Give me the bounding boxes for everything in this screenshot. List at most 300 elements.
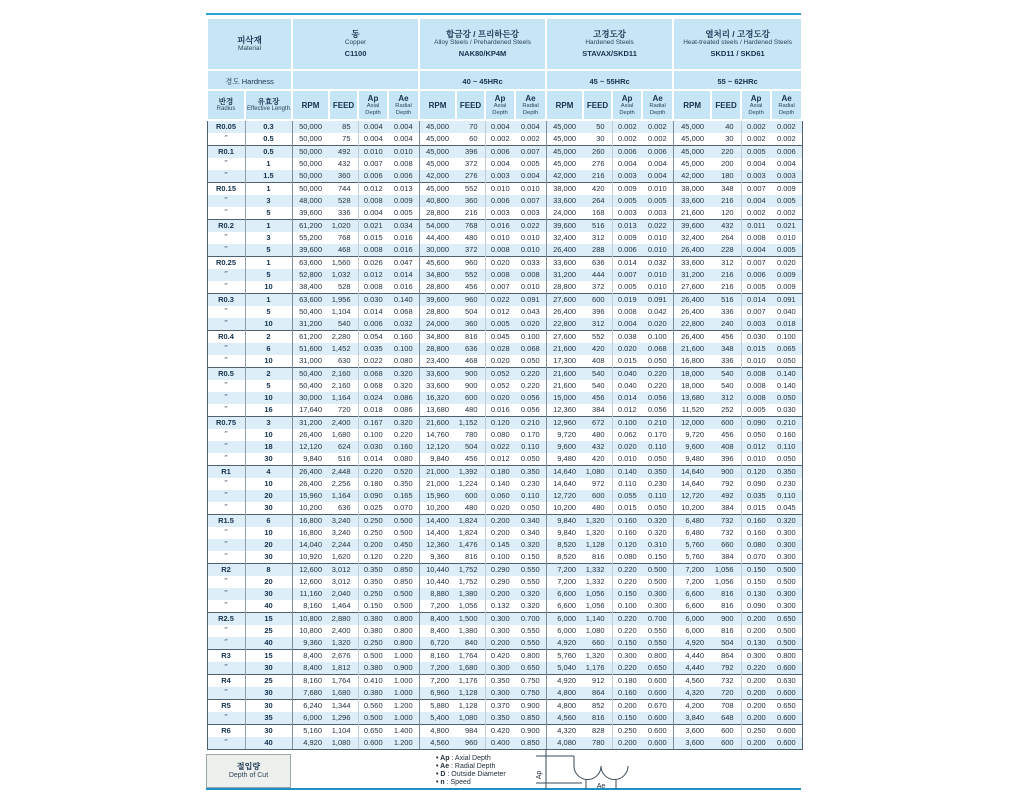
ap-cell: 0.220 bbox=[612, 625, 642, 637]
ap-cell: 0.006 bbox=[612, 244, 642, 257]
ap-cell: 0.004 bbox=[741, 158, 771, 170]
rpm-cell: 9,840 bbox=[292, 453, 329, 466]
ae-cell: 0.040 bbox=[771, 306, 802, 318]
table-row bbox=[207, 257, 802, 270]
ap-cell: 0.100 bbox=[358, 429, 388, 441]
ae-cell: 0.006 bbox=[388, 170, 419, 183]
rpm-cell: 50,000 bbox=[292, 183, 329, 196]
feed-cell: 1,380 bbox=[456, 625, 485, 637]
feed-cell: 372 bbox=[456, 244, 485, 257]
rpm-cell: 13,680 bbox=[419, 404, 456, 417]
ap-cell: 0.150 bbox=[741, 564, 771, 577]
ap-cell: 0.200 bbox=[358, 539, 388, 551]
feed-cell: 216 bbox=[711, 195, 741, 207]
feed-cell: 816 bbox=[583, 712, 612, 725]
ap-cell: 0.090 bbox=[741, 478, 771, 490]
rpm-cell: 39,600 bbox=[292, 244, 329, 257]
ap-cell: 0.012 bbox=[358, 183, 388, 196]
ae-cell: 0.550 bbox=[515, 637, 546, 650]
table-row bbox=[207, 453, 802, 466]
feed-cell: 504 bbox=[456, 306, 485, 318]
rpm-cell: 33,600 bbox=[673, 195, 711, 207]
rpm-cell: 45,000 bbox=[419, 183, 456, 196]
rpm-cell: 9,720 bbox=[673, 429, 711, 441]
length-cell: 30 bbox=[245, 588, 292, 600]
feed-cell: 120 bbox=[711, 207, 741, 220]
ae-cell: 0.020 bbox=[642, 318, 673, 331]
ap-cell: 0.012 bbox=[485, 453, 515, 466]
table-row bbox=[207, 220, 802, 233]
ap-cell: 0.004 bbox=[741, 195, 771, 207]
feed-cell: 372 bbox=[456, 158, 485, 170]
feed-cell: 1,500 bbox=[456, 613, 485, 626]
radius-cell: ˝ bbox=[207, 404, 245, 417]
length-cell: 40 bbox=[245, 737, 292, 750]
ap-col-header: Ap Axial Depth bbox=[358, 90, 388, 120]
rpm-cell: 38,000 bbox=[546, 183, 583, 196]
length-cell: 5 bbox=[245, 306, 292, 318]
feed-cell: 504 bbox=[711, 637, 741, 650]
ae-cell: 0.600 bbox=[771, 712, 802, 725]
ae-cell: 0.004 bbox=[388, 120, 419, 133]
feed-cell: 912 bbox=[583, 675, 612, 688]
feed-cell: 75 bbox=[329, 133, 358, 146]
rpm-cell: 4,320 bbox=[673, 687, 711, 700]
ae-cell: 0.100 bbox=[515, 331, 546, 344]
feed-cell: 40 bbox=[711, 120, 741, 133]
feed-cell: 2,040 bbox=[329, 588, 358, 600]
table-row bbox=[207, 120, 802, 133]
rpm-cell: 45,000 bbox=[419, 158, 456, 170]
ae-cell: 0.050 bbox=[515, 453, 546, 466]
length-cell: 10 bbox=[245, 318, 292, 331]
table-row bbox=[207, 539, 802, 551]
rpm-cell: 5,160 bbox=[292, 725, 329, 738]
table-row bbox=[207, 725, 802, 738]
ap-cell: 0.420 bbox=[485, 650, 515, 663]
rpm-cell: 4,920 bbox=[673, 637, 711, 650]
ap-cell: 0.005 bbox=[741, 146, 771, 159]
ae-cell: 0.068 bbox=[388, 306, 419, 318]
ap-cell: 0.200 bbox=[741, 712, 771, 725]
rpm-cell: 16,800 bbox=[673, 355, 711, 368]
feed-cell: 396 bbox=[456, 146, 485, 159]
table-row bbox=[207, 244, 802, 257]
ap-cell: 0.016 bbox=[485, 404, 515, 417]
ae-cell: 0.050 bbox=[642, 355, 673, 368]
ap-cell: 0.008 bbox=[358, 244, 388, 257]
feed-cell: 360 bbox=[456, 195, 485, 207]
rpm-cell: 5,760 bbox=[673, 551, 711, 564]
feed-cell: 312 bbox=[711, 257, 741, 270]
radius-cell: R1 bbox=[207, 466, 245, 479]
radius-cell: R0.15 bbox=[207, 183, 245, 196]
feed-cell: 540 bbox=[711, 380, 741, 392]
radius-cell: ˝ bbox=[207, 551, 245, 564]
ap-cell: 0.350 bbox=[358, 564, 388, 577]
rpm-cell: 12,720 bbox=[546, 490, 583, 502]
table-row bbox=[207, 380, 802, 392]
ap-cell: 0.250 bbox=[741, 725, 771, 738]
feed-cell: 220 bbox=[711, 146, 741, 159]
rpm-cell: 10,920 bbox=[292, 551, 329, 564]
legend-list bbox=[436, 755, 506, 788]
ap-cell: 0.400 bbox=[485, 737, 515, 750]
ap-cell: 0.022 bbox=[485, 441, 515, 453]
feed-cell: 1,056 bbox=[711, 564, 741, 577]
rpm-cell: 17,300 bbox=[546, 355, 583, 368]
ap-cell: 0.650 bbox=[358, 725, 388, 738]
rpm-cell: 26,400 bbox=[546, 306, 583, 318]
feed-cell: 972 bbox=[583, 478, 612, 490]
ap-cell: 0.350 bbox=[485, 675, 515, 688]
feed-cell: 1,056 bbox=[583, 600, 612, 613]
rpm-cell: 8,400 bbox=[419, 613, 456, 626]
rpm-cell: 24,000 bbox=[419, 318, 456, 331]
feed-cell: 360 bbox=[456, 318, 485, 331]
ap-cell: 0.200 bbox=[485, 527, 515, 539]
ae-cell: 0.350 bbox=[515, 466, 546, 479]
rpm-cell: 7,200 bbox=[419, 600, 456, 613]
ae-cell: 0.110 bbox=[642, 490, 673, 502]
rpm-cell: 4,920 bbox=[546, 675, 583, 688]
ap-cell: 0.380 bbox=[358, 625, 388, 637]
ap-cell: 0.024 bbox=[358, 392, 388, 404]
table-row bbox=[207, 207, 802, 220]
rpm-cell: 33,600 bbox=[419, 380, 456, 392]
feed-cell: 492 bbox=[711, 490, 741, 502]
ae-cell: 0.800 bbox=[388, 625, 419, 637]
length-cell: 10 bbox=[245, 429, 292, 441]
rpm-cell: 12,000 bbox=[673, 417, 711, 430]
rpm-cell: 45,000 bbox=[419, 133, 456, 146]
ae-cell: 0.056 bbox=[642, 392, 673, 404]
feed-cell: 552 bbox=[456, 269, 485, 281]
hardness-alloy-cell: 40 ~ 45HRc bbox=[419, 70, 546, 90]
feed-cell: 732 bbox=[711, 675, 741, 688]
feed-cell: 528 bbox=[329, 281, 358, 294]
feed-cell: 1,128 bbox=[456, 687, 485, 700]
ae-cell: 0.002 bbox=[642, 120, 673, 133]
ap-cell: 0.130 bbox=[741, 588, 771, 600]
ap-cell: 0.010 bbox=[741, 355, 771, 368]
ae-cell: 0.003 bbox=[771, 170, 802, 183]
feed-cell: 1,176 bbox=[583, 662, 612, 675]
ae-cell: 0.034 bbox=[388, 220, 419, 233]
ae-cell: 0.110 bbox=[771, 490, 802, 502]
ap-cell: 0.020 bbox=[485, 355, 515, 368]
rpm-cell: 9,600 bbox=[673, 441, 711, 453]
table-row bbox=[207, 306, 802, 318]
ae-cell: 0.800 bbox=[771, 650, 802, 663]
legend-item: • Ae : Radial Depth bbox=[436, 762, 496, 770]
length-cell: 30 bbox=[245, 453, 292, 466]
ap-cell: 0.080 bbox=[485, 429, 515, 441]
ae-cell: 0.210 bbox=[515, 417, 546, 430]
radius-cell: ˝ bbox=[207, 527, 245, 539]
feed-cell: 672 bbox=[583, 417, 612, 430]
ae-cell: 0.080 bbox=[388, 355, 419, 368]
ap-cell: 0.120 bbox=[612, 539, 642, 551]
ae-cell: 0.230 bbox=[515, 478, 546, 490]
ae-cell: 0.500 bbox=[388, 588, 419, 600]
rpm-col-header: RPM bbox=[292, 90, 329, 120]
feed-cell: 480 bbox=[456, 502, 485, 515]
feed-cell: 516 bbox=[329, 453, 358, 466]
ap-cell: 0.021 bbox=[358, 220, 388, 233]
material-hardened-cell: 고경도강 Hardened Steels STAVAX/SKD11 bbox=[546, 18, 673, 70]
ap-cell: 0.015 bbox=[741, 343, 771, 355]
rpm-cell: 6,720 bbox=[419, 637, 456, 650]
table-row bbox=[207, 355, 802, 368]
ae-cell: 0.230 bbox=[771, 478, 802, 490]
ae-cell: 0.004 bbox=[515, 120, 546, 133]
ae-cell: 0.042 bbox=[642, 306, 673, 318]
ae-cell: 0.043 bbox=[515, 306, 546, 318]
length-cell: 0.5 bbox=[245, 146, 292, 159]
rpm-cell: 8,880 bbox=[419, 588, 456, 600]
length-cell: 1 bbox=[245, 220, 292, 233]
ap-cell: 0.300 bbox=[485, 625, 515, 637]
rpm-cell: 7,200 bbox=[419, 662, 456, 675]
rpm-cell: 14,640 bbox=[673, 478, 711, 490]
ae-cell: 0.003 bbox=[515, 207, 546, 220]
radius-cell: ˝ bbox=[207, 687, 245, 700]
rpm-cell: 4,800 bbox=[419, 725, 456, 738]
ae-cell: 0.850 bbox=[515, 737, 546, 750]
feed-cell: 1,056 bbox=[456, 600, 485, 613]
ae-cell: 0.050 bbox=[642, 502, 673, 515]
feed-cell: 2,160 bbox=[329, 380, 358, 392]
rpm-cell: 5,760 bbox=[546, 650, 583, 663]
ae-cell: 0.021 bbox=[771, 220, 802, 233]
ae-cell: 0.300 bbox=[642, 588, 673, 600]
depth-of-cut-diagram bbox=[524, 749, 664, 794]
ap-cell: 0.004 bbox=[485, 158, 515, 170]
ae-cell: 0.110 bbox=[642, 441, 673, 453]
rpm-cell: 4,800 bbox=[546, 700, 583, 713]
ae-cell: 0.007 bbox=[515, 195, 546, 207]
ae-cell: 0.700 bbox=[515, 613, 546, 626]
length-cell: 30 bbox=[245, 700, 292, 713]
ae-cell: 0.600 bbox=[642, 687, 673, 700]
ap-cell: 0.006 bbox=[485, 195, 515, 207]
length-cell: 1.5 bbox=[245, 170, 292, 183]
ap-cell: 0.006 bbox=[358, 170, 388, 183]
feed-cell: 900 bbox=[711, 613, 741, 626]
table-row bbox=[207, 429, 802, 441]
rpm-cell: 21,600 bbox=[419, 417, 456, 430]
ap-cell: 0.005 bbox=[741, 281, 771, 294]
ae-cell: 0.091 bbox=[642, 294, 673, 307]
feed-cell: 1,332 bbox=[583, 564, 612, 577]
ae-cell: 0.110 bbox=[515, 441, 546, 453]
ae-cell: 0.018 bbox=[771, 318, 802, 331]
rpm-cell: 4,560 bbox=[419, 737, 456, 750]
ae-cell: 0.500 bbox=[771, 637, 802, 650]
material-alloy-cell: 합금강 / 프리하든강 Alloy Steels / Prehardened Steels NAK80/KP4M bbox=[419, 18, 546, 70]
rpm-cell: 31,000 bbox=[292, 355, 329, 368]
table-row bbox=[207, 133, 802, 146]
ap-cell: 0.300 bbox=[741, 650, 771, 663]
table-row bbox=[207, 478, 802, 490]
ae-cell: 0.900 bbox=[515, 725, 546, 738]
ae-cell: 0.160 bbox=[771, 429, 802, 441]
ae-cell: 0.520 bbox=[388, 466, 419, 479]
rpm-cell: 3,600 bbox=[673, 737, 711, 750]
ae-cell: 0.650 bbox=[642, 662, 673, 675]
rpm-cell: 12,120 bbox=[292, 441, 329, 453]
rpm-cell: 31,200 bbox=[546, 269, 583, 281]
ap-cell: 0.200 bbox=[741, 687, 771, 700]
rpm-cell: 7,200 bbox=[673, 576, 711, 588]
feed-cell: 1,320 bbox=[583, 527, 612, 539]
feed-cell: 384 bbox=[711, 502, 741, 515]
ae-cell: 0.005 bbox=[515, 158, 546, 170]
table-row bbox=[207, 392, 802, 404]
rpm-cell: 12,600 bbox=[292, 576, 329, 588]
rpm-cell: 38,400 bbox=[292, 281, 329, 294]
hardness-header-cell: 경도 Hardness bbox=[207, 70, 292, 90]
rpm-cell: 10,200 bbox=[419, 502, 456, 515]
rpm-cell: 39,600 bbox=[673, 220, 711, 233]
ap-cell: 0.006 bbox=[741, 269, 771, 281]
rpm-cell: 14,040 bbox=[292, 539, 329, 551]
feed-col-header: FEED bbox=[456, 90, 485, 120]
cutting-conditions-table bbox=[206, 17, 803, 750]
length-cell: 5 bbox=[245, 244, 292, 257]
rpm-cell: 6,600 bbox=[673, 600, 711, 613]
table-row bbox=[207, 637, 802, 650]
rpm-cell: 45,600 bbox=[419, 257, 456, 270]
feed-cell: 828 bbox=[583, 725, 612, 738]
feed-cell: 1,380 bbox=[456, 588, 485, 600]
ap-cell: 0.045 bbox=[485, 331, 515, 344]
rpm-cell: 9,720 bbox=[546, 429, 583, 441]
ae-cell: 0.900 bbox=[515, 700, 546, 713]
rpm-cell: 4,920 bbox=[292, 737, 329, 750]
ae-cell: 0.300 bbox=[771, 527, 802, 539]
ae-cell: 0.300 bbox=[642, 600, 673, 613]
feed-cell: 456 bbox=[456, 281, 485, 294]
table-row bbox=[207, 294, 802, 307]
ap-cell: 0.052 bbox=[485, 368, 515, 381]
ae-cell: 0.220 bbox=[515, 380, 546, 392]
length-cell: 5 bbox=[245, 380, 292, 392]
ae-cell: 0.010 bbox=[771, 232, 802, 244]
ap-cell: 0.022 bbox=[358, 355, 388, 368]
rpm-cell: 6,000 bbox=[673, 625, 711, 637]
feed-cell: 200 bbox=[711, 158, 741, 170]
feed-cell: 480 bbox=[583, 502, 612, 515]
ap-cell: 0.300 bbox=[485, 687, 515, 700]
feed-cell: 1,164 bbox=[329, 392, 358, 404]
rpm-cell: 30,000 bbox=[419, 244, 456, 257]
feed-cell: 480 bbox=[583, 429, 612, 441]
ap-cell: 0.002 bbox=[741, 120, 771, 133]
rpm-cell: 12,960 bbox=[546, 417, 583, 430]
rpm-cell: 11,520 bbox=[673, 404, 711, 417]
radius-cell: ˝ bbox=[207, 170, 245, 183]
rpm-cell: 6,960 bbox=[419, 687, 456, 700]
length-cell: 2 bbox=[245, 368, 292, 381]
table-row bbox=[207, 490, 802, 502]
feed-cell: 2,160 bbox=[329, 368, 358, 381]
rpm-cell: 21,600 bbox=[546, 368, 583, 381]
ap-cell: 0.015 bbox=[612, 502, 642, 515]
rpm-cell: 50,400 bbox=[292, 380, 329, 392]
material-copper-cell: 동 Copper C1100 bbox=[292, 18, 419, 70]
ap-cell: 0.020 bbox=[485, 392, 515, 404]
length-cell: 0.5 bbox=[245, 133, 292, 146]
ap-cell: 0.016 bbox=[485, 220, 515, 233]
feed-cell: 216 bbox=[583, 170, 612, 183]
ae-cell: 0.020 bbox=[771, 257, 802, 270]
rpm-cell: 6,600 bbox=[546, 588, 583, 600]
ap-cell: 0.014 bbox=[358, 453, 388, 466]
feed-cell: 660 bbox=[583, 637, 612, 650]
radius-col-header: 반경 Radius bbox=[207, 90, 245, 120]
ae-cell: 0.033 bbox=[515, 257, 546, 270]
feed-cell: 312 bbox=[583, 318, 612, 331]
feed-cell: 1,956 bbox=[329, 294, 358, 307]
ap-cell: 0.004 bbox=[358, 120, 388, 133]
rpm-cell: 45,000 bbox=[673, 146, 711, 159]
feed-cell: 1,296 bbox=[329, 712, 358, 725]
feed-cell: 1,080 bbox=[456, 712, 485, 725]
ae-cell: 0.047 bbox=[388, 257, 419, 270]
feed-cell: 1,164 bbox=[329, 490, 358, 502]
length-cell: 2 bbox=[245, 331, 292, 344]
ae-cell: 0.068 bbox=[642, 343, 673, 355]
ae-cell: 0.009 bbox=[771, 269, 802, 281]
ae-cell: 0.500 bbox=[642, 564, 673, 577]
rpm-col-header: RPM bbox=[546, 90, 583, 120]
table-body bbox=[207, 120, 802, 750]
ae-cell: 0.340 bbox=[515, 515, 546, 528]
ae-cell: 0.006 bbox=[771, 146, 802, 159]
ap-cell: 0.004 bbox=[612, 318, 642, 331]
length-cell: 10 bbox=[245, 355, 292, 368]
rpm-cell: 63,600 bbox=[292, 257, 329, 270]
rpm-cell: 6,600 bbox=[546, 600, 583, 613]
feed-cell: 1,620 bbox=[329, 551, 358, 564]
rpm-cell: 45,000 bbox=[546, 120, 583, 133]
ap-cell: 0.005 bbox=[485, 318, 515, 331]
feed-cell: 384 bbox=[711, 551, 741, 564]
rpm-cell: 54,000 bbox=[419, 220, 456, 233]
ap-cell: 0.004 bbox=[485, 120, 515, 133]
ae-cell: 1.200 bbox=[388, 700, 419, 713]
ae-cell: 0.320 bbox=[515, 539, 546, 551]
rpm-cell: 50,000 bbox=[292, 133, 329, 146]
feed-cell: 396 bbox=[711, 453, 741, 466]
ap-cell: 0.010 bbox=[485, 232, 515, 244]
ae-cell: 0.750 bbox=[515, 687, 546, 700]
ap-cell: 0.110 bbox=[612, 478, 642, 490]
ap-cell: 0.002 bbox=[612, 133, 642, 146]
feed-cell: 768 bbox=[456, 220, 485, 233]
ap-cell: 0.250 bbox=[358, 588, 388, 600]
feed-cell: 456 bbox=[583, 392, 612, 404]
ae-cell: 0.650 bbox=[515, 662, 546, 675]
rpm-cell: 12,360 bbox=[419, 539, 456, 551]
feed-cell: 336 bbox=[329, 207, 358, 220]
rpm-cell: 11,160 bbox=[292, 588, 329, 600]
feed-cell: 1,152 bbox=[456, 417, 485, 430]
ae-cell: 0.230 bbox=[642, 478, 673, 490]
ae-cell: 0.045 bbox=[771, 502, 802, 515]
